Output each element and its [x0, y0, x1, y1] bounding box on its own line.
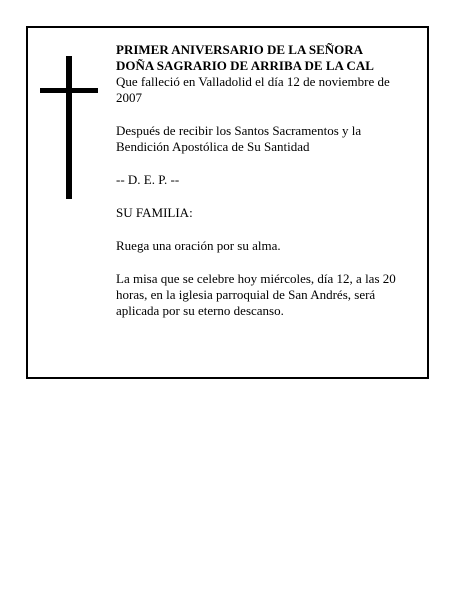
mass-info: La misa que se celebre hoy miércoles, día 12, a las 20 horas, en la iglesia parroquial de San Andrés, será aplicada por su eterno descanso.: [116, 271, 396, 318]
obituary-notice: [26, 26, 429, 379]
cross-vertical-bar: [66, 56, 72, 199]
notice-title-line-2: DOÑA SAGRARIO DE ARRIBA DE LA CAL: [116, 58, 374, 73]
sacraments-text: Después de recibir los Santos Sacramentos y la Bendición Apostólica de Su Santidad: [116, 123, 362, 154]
notice-text: [116, 42, 416, 319]
death-info: Que falleció en Valladolid el día 12 de noviembre de 2007: [116, 74, 390, 105]
notice-title-line-1: PRIMER ANIVERSARIO DE LA SEÑORA: [116, 42, 364, 57]
family-heading: SU FAMILIA:: [116, 205, 193, 220]
cross-icon: [40, 56, 98, 199]
cross-horizontal-bar: [40, 88, 98, 93]
prayer-request: Ruega una oración por su alma.: [116, 238, 281, 253]
dep-text: -- D. E. P. --: [116, 172, 180, 187]
